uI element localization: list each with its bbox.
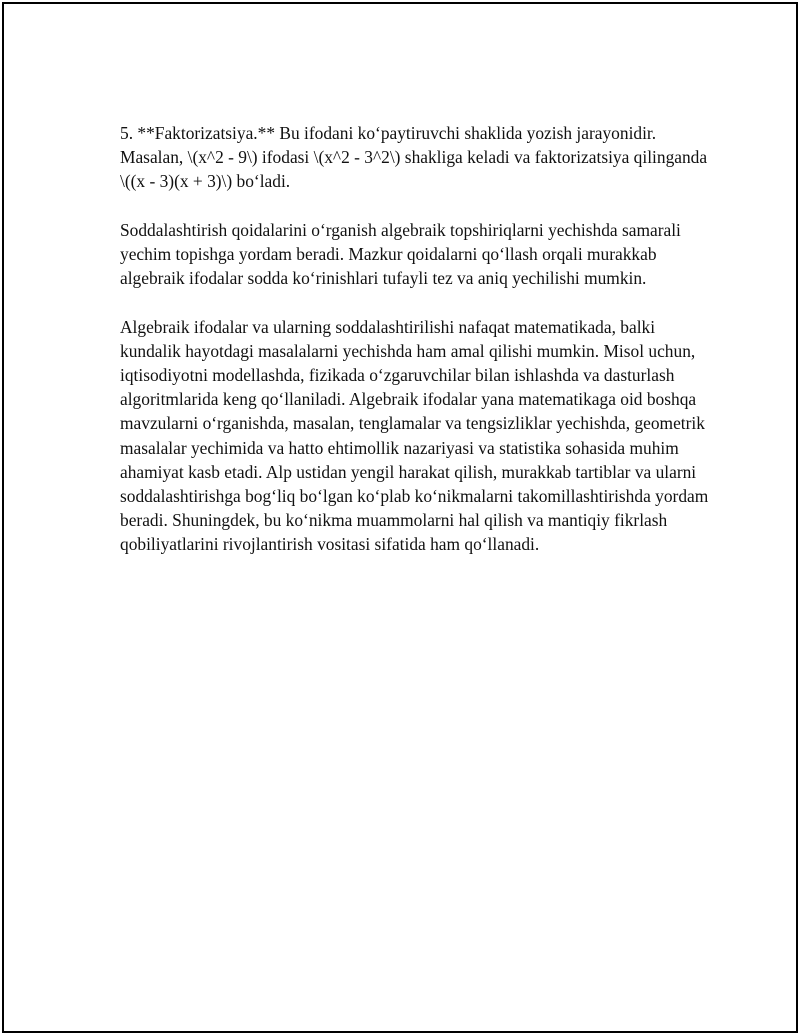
paragraph-simplification-rules: Soddalashtirish qoidalarini o‘rganish algebraik topshiriqlarni yechishda samarali yechim topishga yordam beradi. Mazkur qoidalarni qo‘llash orqali murakkab algebraik ifodalar sodda ko‘rinishlari tufayli tez va aniq yechilishi mumkin. <box>120 219 681 289</box>
document-page <box>2 2 798 1033</box>
paragraph-factorization: 5. **Faktorizatsiya.** Bu ifodani ko‘paytiruvchi shaklida yozish jarayonidir. Masalan, \(x^2 - 9\) ifodasi \(x^2 - 3^2\) shakliga keladi va faktorizatsiya qilinganda \((x - 3)(x + 3)\) bo‘ladi. <box>120 123 708 192</box>
paragraph-applications: Algebraik ifodalar va ularning soddalashtirilishi nafaqat matematikada, balki kundalik hayotdagi masalalarni yechishda ham amal qilishi mumkin. Misol uchun, iqtisodiyotni modellashda, fizikada o‘zgaruvchilar bilan ishlashda va dasturlash algoritmlarida keng qo‘llaniladi. Algebraik ifodalar yana matematikaga oid boshqa mavzularni o‘rganishda, masalan, tenglamalar va tengsizliklar yechishda, geometrik masalalar yechimida va hatto ehtimollik nazariyasi va statistika sohasida muhim ahamiyat kasb etadi. Alp ustidan yengil harakat qilish, murakkab tartiblar va ularni soddalashtirishga bog‘liq bo‘lgan ko‘plab ko‘nikmalarni takomillashtirishda yordam beradi. Shuningdek, bu ko‘nikma muammolarni hal qilish va mantiqiy fikrlash qobiliyatlarini rivojlantirish vositasi sifatida ham qo‘llanadi. <box>120 316 709 555</box>
page-body <box>120 121 710 581</box>
